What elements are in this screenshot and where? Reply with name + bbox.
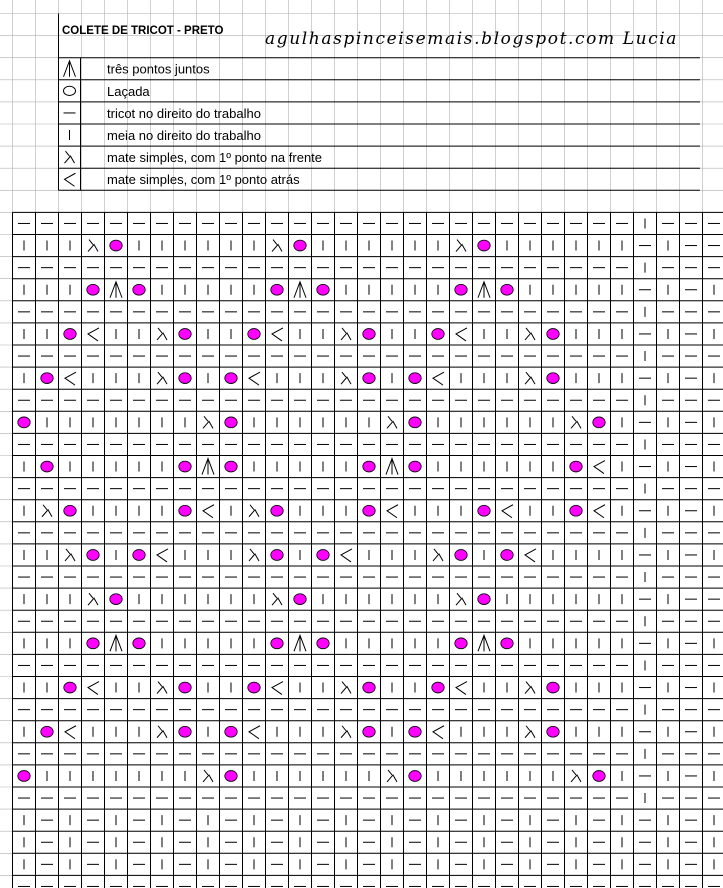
yarn-over-icon (432, 329, 444, 340)
yarn-over-icon (179, 373, 191, 384)
yarn-over-icon (547, 682, 559, 693)
decrease-back-icon (433, 372, 444, 385)
decrease-front-icon (157, 682, 167, 694)
decrease-front-icon (525, 682, 535, 694)
chart-row (24, 240, 720, 252)
decrease-front-icon (341, 328, 351, 340)
chart-row (18, 572, 720, 582)
yarn-over-icon (133, 638, 145, 649)
yarn-over-icon (455, 284, 467, 295)
yarn-over-icon (547, 373, 559, 384)
decrease-front-icon (571, 416, 581, 428)
yarn-over-icon (133, 550, 145, 561)
decrease-front-icon (249, 505, 259, 517)
decrease-front-icon (456, 240, 466, 252)
chart-row (18, 793, 720, 803)
yarn-over-icon (18, 771, 30, 782)
legend-label: três pontos juntos (107, 61, 210, 77)
decrease-front-icon (42, 505, 52, 517)
three-together-icon (64, 61, 76, 77)
chart-row (18, 528, 720, 538)
yarn-over-icon (317, 550, 329, 561)
three-together-icon (294, 282, 306, 298)
chart-row (18, 218, 720, 228)
three-together-icon (202, 459, 214, 475)
yarn-over-icon (225, 771, 237, 782)
yarn-over-icon (225, 373, 237, 384)
decrease-front-icon (341, 726, 351, 738)
chart-row (18, 616, 720, 626)
yarn-over-icon (271, 505, 283, 516)
three-together-icon (110, 282, 122, 298)
yarn-over-icon (409, 726, 421, 737)
chart-row (18, 395, 720, 405)
decrease-front-icon (525, 726, 535, 738)
legend-row (59, 102, 701, 124)
legend-label: tricot no direito do trabalho (107, 105, 261, 121)
yarn-over-icon (179, 505, 191, 516)
yarn-over-icon (409, 417, 421, 428)
yarn-over-icon (64, 86, 76, 95)
decrease-back-icon (456, 682, 467, 695)
yarn-over-icon (248, 329, 260, 340)
decrease-back-icon (65, 726, 76, 739)
decrease-front-icon (157, 372, 167, 384)
yarn-over-icon (409, 373, 421, 384)
yarn-over-icon (501, 550, 513, 561)
yarn-over-icon (294, 240, 306, 251)
legend-label: Laçada (107, 83, 150, 99)
yarn-over-icon (455, 550, 467, 561)
yarn-over-icon (179, 329, 191, 340)
decrease-front-icon (203, 416, 213, 428)
yarn-over-icon (179, 461, 191, 472)
chart-row (18, 439, 720, 449)
decrease-back-icon (88, 682, 99, 695)
chart-row (18, 749, 720, 759)
yarn-over-icon (363, 373, 375, 384)
decrease-front-icon (433, 549, 443, 561)
legend-label: mate simples, com 1º ponto atrás (107, 172, 300, 188)
yarn-over-icon (570, 461, 582, 472)
yarn-over-icon (409, 771, 421, 782)
decrease-front-icon (88, 593, 98, 605)
yarn-over-icon (87, 284, 99, 295)
yarn-over-icon (87, 550, 99, 561)
yarn-over-icon (271, 550, 283, 561)
yarn-over-icon (478, 240, 490, 251)
yarn-over-icon (64, 505, 76, 516)
three-together-icon (386, 459, 398, 475)
chart-row (18, 484, 720, 494)
decrease-front-icon (387, 770, 397, 782)
yarn-over-icon (110, 240, 122, 251)
decrease-back-icon (249, 372, 260, 385)
decrease-back-icon (387, 505, 398, 518)
yarn-over-icon (501, 284, 513, 295)
decrease-back-icon (456, 328, 467, 341)
yarn-over-icon (41, 373, 53, 384)
decrease-back-icon (65, 372, 76, 385)
yarn-over-icon (271, 638, 283, 649)
decrease-back-icon (203, 505, 214, 518)
decrease-back-icon (249, 726, 260, 739)
decrease-back-icon (594, 505, 605, 518)
yarn-over-icon (271, 284, 283, 295)
yarn-over-icon (41, 461, 53, 472)
yarn-over-icon (547, 726, 559, 737)
decrease-back-icon (272, 328, 283, 341)
decrease-back-icon (433, 726, 444, 739)
decrease-back-icon (525, 549, 536, 562)
blog-signature: agulhaspinceisemais.blogspot.com Lucia (265, 29, 679, 49)
three-together-icon (294, 635, 306, 651)
legend-row (59, 146, 701, 168)
decrease-back-icon (341, 549, 352, 562)
three-together-icon (110, 635, 122, 651)
yarn-over-icon (294, 594, 306, 605)
chart-row (18, 416, 714, 428)
decrease-front-icon (525, 372, 535, 384)
yarn-over-icon (432, 682, 444, 693)
legend-row (59, 58, 701, 80)
legend-row (59, 124, 701, 146)
yarn-over-icon (133, 284, 145, 295)
yarn-over-icon (64, 329, 76, 340)
yarn-over-icon (363, 329, 375, 340)
yarn-over-icon (593, 771, 605, 782)
stitch-chart (13, 212, 723, 888)
legend-label: mate simples, com 1º ponto na frente (107, 150, 323, 166)
decrease-front-icon (387, 416, 397, 428)
yarn-over-icon (478, 505, 490, 516)
decrease-back-icon (157, 549, 168, 562)
yarn-over-icon (363, 505, 375, 516)
decrease-front-icon (65, 151, 75, 163)
yarn-over-icon (317, 638, 329, 649)
decrease-back-icon (594, 461, 605, 474)
decrease-front-icon (88, 240, 98, 252)
decrease-front-icon (272, 593, 282, 605)
yarn-over-icon (225, 417, 237, 428)
decrease-front-icon (341, 372, 351, 384)
chart-row (18, 307, 720, 317)
yarn-over-icon (593, 417, 605, 428)
yarn-over-icon (547, 329, 559, 340)
yarn-over-icon (501, 638, 513, 649)
yarn-over-icon (110, 594, 122, 605)
chart-row (18, 705, 720, 715)
decrease-back-icon (88, 328, 99, 341)
yarn-over-icon (18, 417, 30, 428)
decrease-front-icon (157, 726, 167, 738)
yarn-over-icon (179, 682, 191, 693)
yarn-over-icon (409, 461, 421, 472)
decrease-front-icon (249, 549, 259, 561)
yarn-over-icon (455, 638, 467, 649)
chart-title: COLETE DE TRICOT - PRETO (62, 25, 224, 37)
yarn-over-icon (248, 682, 260, 693)
yarn-over-icon (363, 726, 375, 737)
three-together-icon (478, 635, 490, 651)
chart-row (18, 351, 720, 361)
legend-label: meia no direito do trabalho (107, 128, 261, 143)
chart-row (18, 660, 720, 670)
decrease-front-icon (203, 770, 213, 782)
yarn-over-icon (225, 461, 237, 472)
decrease-front-icon (341, 682, 351, 694)
decrease-front-icon (65, 549, 75, 561)
yarn-over-icon (570, 505, 582, 516)
yarn-over-icon (317, 284, 329, 295)
yarn-over-icon (41, 726, 53, 737)
yarn-over-icon (179, 726, 191, 737)
decrease-front-icon (272, 240, 282, 252)
yarn-over-icon (478, 594, 490, 605)
decrease-front-icon (525, 328, 535, 340)
yarn-over-icon (87, 638, 99, 649)
decrease-front-icon (157, 328, 167, 340)
chart-row (24, 593, 720, 605)
three-together-icon (478, 282, 490, 298)
chart-row (18, 770, 714, 782)
decrease-back-icon (502, 505, 513, 518)
chart-row (18, 263, 720, 273)
yarn-over-icon (64, 682, 76, 693)
decrease-front-icon (571, 770, 581, 782)
yarn-over-icon (363, 461, 375, 472)
decrease-back-icon (65, 173, 76, 186)
yarn-over-icon (363, 682, 375, 693)
decrease-back-icon (272, 682, 283, 695)
yarn-over-icon (225, 726, 237, 737)
legend-row (59, 80, 701, 102)
legend-row (59, 168, 701, 190)
decrease-front-icon (456, 593, 466, 605)
